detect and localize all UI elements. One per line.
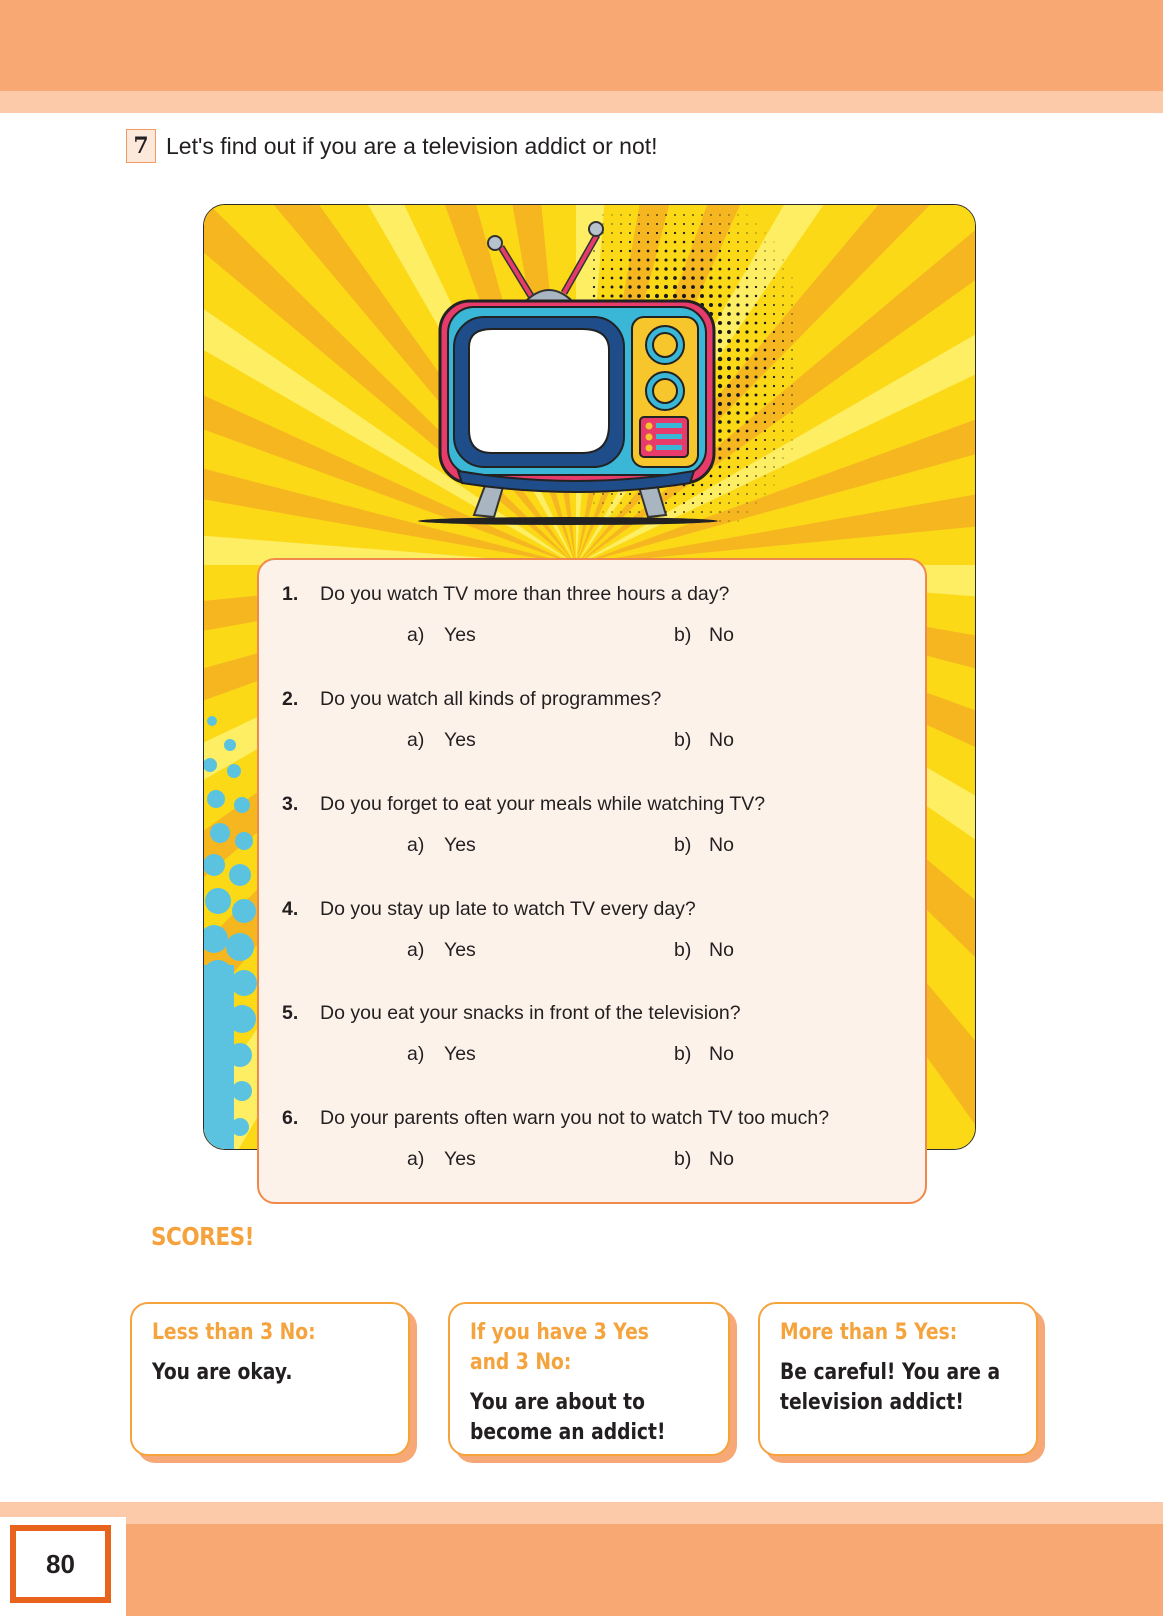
option-a-text[interactable]: Yes — [444, 624, 476, 646]
score-box-body: You are okay. — [152, 1360, 293, 1385]
score-box-body: You are about to become an addict! — [470, 1390, 666, 1445]
option-a-text[interactable]: Yes — [444, 939, 476, 961]
option-a-label[interactable]: a) — [407, 834, 425, 856]
question-number: 3. — [282, 793, 299, 815]
option-b-text[interactable]: No — [709, 939, 734, 961]
option-b-label[interactable]: b) — [674, 1148, 692, 1170]
option-b-text[interactable]: No — [709, 729, 734, 751]
exercise-title: Let's find out if you are a television addict or not! — [166, 133, 658, 159]
option-b-label[interactable]: b) — [674, 624, 692, 646]
bottom-band — [0, 1524, 1163, 1616]
option-a-text[interactable]: Yes — [444, 1148, 476, 1170]
top-band — [0, 0, 1163, 91]
question-text: Do you stay up late to watch TV every day? — [320, 898, 696, 920]
option-a-label[interactable]: a) — [407, 939, 425, 961]
question-number: 4. — [282, 898, 299, 920]
option-b-text[interactable]: No — [709, 624, 734, 646]
score-box-body: Be careful! You are a television addict! — [780, 1360, 1001, 1415]
question-text: Do you eat your snacks in front of the television? — [320, 1002, 741, 1024]
question-text: Do your parents often warn you not to watch TV too much? — [320, 1107, 830, 1129]
option-b-text[interactable]: No — [709, 834, 734, 856]
score-box-1 — [130, 1302, 410, 1456]
quiz-card — [257, 558, 927, 1204]
option-b-label[interactable]: b) — [674, 834, 692, 856]
question-number: 1. — [282, 583, 299, 605]
question-number: 5. — [282, 1002, 299, 1024]
option-a-text[interactable]: Yes — [444, 834, 476, 856]
question-number: 2. — [282, 688, 299, 710]
exercise-number: 7 — [126, 129, 156, 163]
scores-heading: SCORES! — [151, 1222, 255, 1251]
score-box-3 — [758, 1302, 1038, 1456]
option-a-label[interactable]: a) — [407, 1043, 425, 1065]
option-b-text[interactable]: No — [709, 1043, 734, 1065]
question-text: Do you watch all kinds of programmes? — [320, 688, 662, 710]
question-text: Do you watch TV more than three hours a day? — [320, 583, 730, 605]
option-a-label[interactable]: a) — [407, 1148, 425, 1170]
top-band-stripe — [0, 91, 1163, 113]
option-a-text[interactable]: Yes — [444, 1043, 476, 1065]
score-box-title: More than 5 Yes: — [780, 1320, 958, 1345]
score-box-title: If you have 3 Yes and 3 No: — [470, 1320, 649, 1375]
option-a-label[interactable]: a) — [407, 624, 425, 646]
option-b-label[interactable]: b) — [674, 1043, 692, 1065]
question-number: 6. — [282, 1107, 299, 1129]
option-a-label[interactable]: a) — [407, 729, 425, 751]
option-b-text[interactable]: No — [709, 1148, 734, 1170]
score-box-title: Less than 3 No: — [152, 1320, 316, 1345]
option-b-label[interactable]: b) — [674, 729, 692, 751]
option-a-text[interactable]: Yes — [444, 729, 476, 751]
score-box-2 — [448, 1302, 730, 1456]
bottom-band-stripe — [0, 1502, 1163, 1524]
option-b-label[interactable]: b) — [674, 939, 692, 961]
page-number: 80 — [10, 1525, 111, 1603]
question-text: Do you forget to eat your meals while watching TV? — [320, 793, 766, 815]
